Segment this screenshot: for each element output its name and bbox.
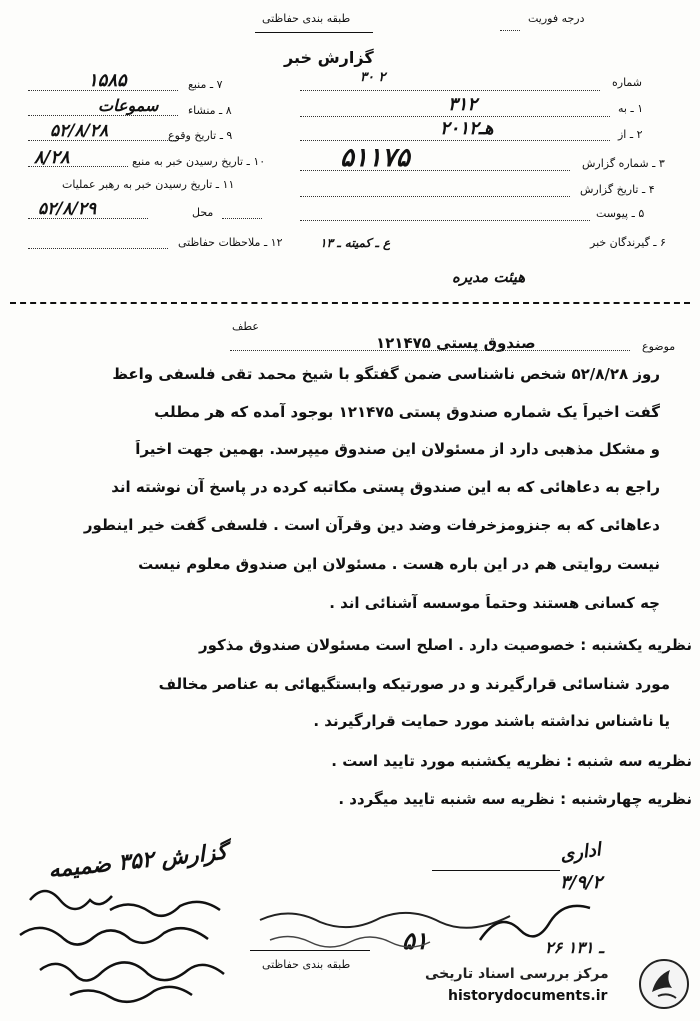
signature-scribbles-left (10, 880, 280, 1010)
body-line-7: چه کسانی هستند وحتماً موسسه آشنائی اند . (329, 594, 660, 612)
body-line-5: دعاهائی که به جنزومزخرفات وضد دین وقرآن است . فلسفی گفت خیر اینطور (83, 516, 660, 534)
field-security-line (28, 248, 168, 249)
footer-note-right: اداری (558, 839, 603, 866)
field-copy-line (300, 90, 600, 91)
field-to-label: ۱ ـ به (618, 102, 644, 115)
field-report-date-line (300, 196, 570, 197)
field-source-label: ۷ ـ منبع (188, 78, 223, 91)
field-origin-value: سموعات (98, 96, 159, 115)
field-report-date-label: ۴ ـ تاریخ گزارش (580, 183, 655, 196)
subject-label: موضوع (642, 340, 676, 353)
opinion-line-2: مورد شناسائی قرارگیرند و در صورتیکه وابستگیهائی به عناصر مخالف (158, 675, 670, 693)
field-report-number-value: ۵۱۱۷۵ (340, 143, 410, 173)
footer-classification-label: طبقه بندی حفاظتی (262, 958, 351, 971)
field-to-value: ۳۱۲ (448, 94, 478, 115)
subject-value: صندوق پستی ۱۲۱۴۷۵ (376, 334, 536, 352)
report-title: گزارش خبر (284, 48, 374, 67)
field-security-notes-label: ۱۲ ـ ملاحظات حفاظتی (178, 236, 283, 249)
field-source-value: ۱۵۸۵ (88, 70, 127, 91)
field-from-value: ۲۰هـ۱۲ (440, 118, 494, 139)
urgency-label: درجه فوریت (528, 12, 585, 25)
field-ops-arrival-label: ۱۱ ـ تاریخ رسیدن خبر به رهبر عملیات (62, 178, 235, 191)
classification-underline (255, 32, 373, 33)
opinion-line-5: نظریه چهارشنبه : نظریه سه شنبه تایید میگردد . (338, 790, 692, 808)
field-origin-line (28, 115, 178, 116)
form-separator (10, 302, 690, 304)
field-event-date-label: ۹ ـ تاریخ وقوع (168, 129, 233, 142)
urgency-dots (500, 30, 520, 31)
footer-date: ۳/۹/۲ (560, 872, 603, 893)
classification-label-top: طبقه بندی حفاظتی (262, 12, 351, 25)
field-attachment-label: ۵ ـ پیوست (596, 207, 645, 220)
body-line-1: روز ۵۲/۸/۲۸ شخص ناشناسی ضمن گفتگو با شیخ محمد تقی فلسفی واعظ (112, 365, 660, 383)
body-line-6: نیست روایتی هم در این باره هست . مسئولان این صندوق معلوم نیست (138, 555, 660, 573)
field-location-label: محل (192, 206, 214, 219)
subject-line (230, 350, 630, 351)
field-from-line (300, 140, 610, 141)
body-line-4: راجع به دعاهائی که به این صندوق پستی مکاتبه کرده در پاسخ آن نوشته اند (111, 478, 660, 496)
recipients-handwriting: هیئت مدیره (452, 268, 526, 286)
archive-logo-icon (638, 958, 690, 1010)
footer-stamp-number: ۵۱ (402, 926, 428, 955)
footer-note-left: گزارش ۳۵۲ ضمیمه (47, 838, 229, 884)
field-report-number-label: ۳ ـ شماره گزارش (582, 157, 665, 170)
field-recipients-scribble: ع ـ کمیته ـ ۱۳ (320, 236, 391, 250)
field-copy-label: شماره (612, 76, 643, 89)
field-copy-scribble: ۳۰ ۲ (360, 70, 386, 85)
body-line-3: و مشکل مذهبی دارد از مسئولان این صندوق میپرسد. بهمین جهت اخیراً (135, 440, 660, 458)
footer-ref-number: ۲۶ ـ ۱۳۱ (545, 938, 604, 957)
field-source-arrival-label: ۱۰ ـ تاریخ رسیدن خبر به منبع (132, 155, 266, 168)
watermark-fa: مرکز بررسی اسناد تاریخی (425, 966, 609, 982)
subject-annotation: عطف (232, 320, 259, 333)
field-recipients-label: ۶ ـ گیرندگان خبر (590, 236, 666, 249)
field-location-line (222, 218, 262, 219)
opinion-line-4: نظریه سه شنبه : نظریه یکشنبه مورد تایید است . (331, 752, 692, 770)
opinion-line-3: یا ناشناس نداشته باشند مورد حمایت قرارگیرند . (313, 712, 670, 730)
field-event-date-value: ۵۲/۸/۲۸ (50, 121, 109, 141)
field-from-label: ۲ ـ از (618, 128, 643, 141)
field-source-arrival-value: ۸/۲۸ (34, 147, 70, 168)
body-line-2: گفت اخیراً یک شماره صندوق پستی ۱۲۱۴۷۵ بوجود آمده که هر مطلب (154, 403, 660, 421)
field-to-line (300, 116, 610, 117)
opinion-line-1: نظریه یکشنبه : خصوصیت دارد . اصلح است مسئولان صندوق مذکور (199, 636, 692, 654)
watermark-en: historydocuments.ir (448, 988, 608, 1004)
field-attachment-line (300, 220, 590, 221)
footer-rule (432, 870, 560, 871)
field-origin-label: ۸ ـ منشاء (188, 104, 232, 117)
field-ops-arrival-value: ۵۲/۸/۲۹ (38, 199, 97, 219)
signature-scribble-right (470, 890, 600, 950)
